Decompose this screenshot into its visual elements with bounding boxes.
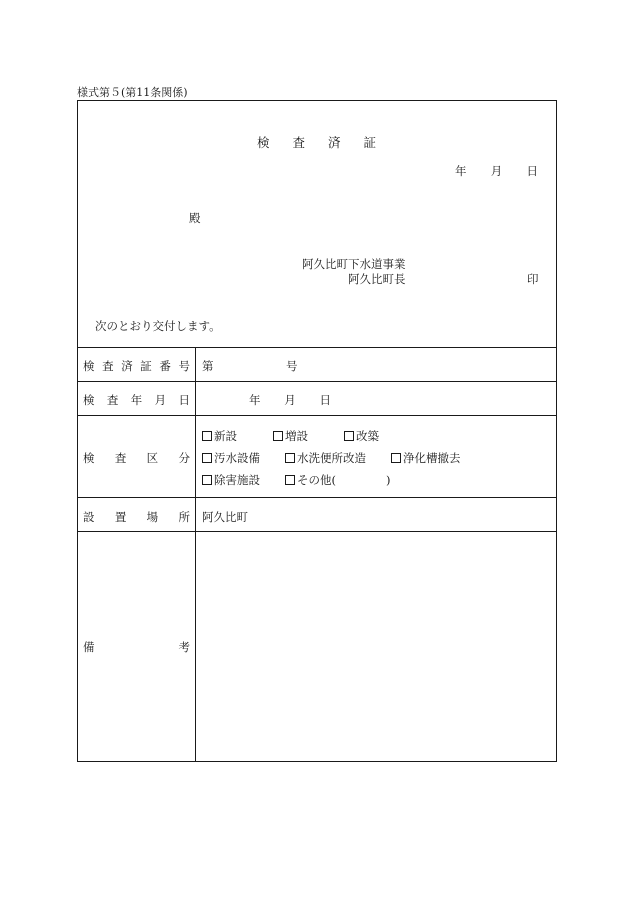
checkbox-pollutant-removal[interactable]: 除害施設 [202,472,260,488]
certificate-title [257,133,376,151]
checkbox-box[interactable] [273,431,283,441]
seal-mark: 印 [527,272,539,286]
table-column-divider [195,347,196,761]
label-inspection-category: 検 査 区 分 [83,451,190,465]
label-certificate-number: 検 査 済 証 番 号 [83,359,190,373]
label-inspection-date: 検 査 年 月 日 [83,393,190,407]
table-rule [77,415,557,416]
checkbox-box[interactable] [202,475,212,485]
checkbox-rebuild[interactable]: 改築 [344,428,379,444]
date-month: 月 [490,164,503,178]
inspection-date-value: 年 月 日 [249,393,331,407]
checkbox-box[interactable] [285,475,295,485]
certificate-number-suffix: 号 [286,359,298,373]
checkbox-box[interactable] [285,453,295,463]
title-char: 証 [363,135,376,150]
checkbox-box[interactable] [202,453,212,463]
checkbox-expansion[interactable]: 増設 [273,428,308,444]
checkbox-box[interactable] [344,431,354,441]
addressee-suffix: 殿 [189,211,201,225]
checkbox-septic-tank-removal[interactable]: 浄化槽撤去 [391,450,461,466]
issue-date [455,163,538,179]
checkbox-other[interactable]: その他( ) [285,472,391,488]
title-char: 検 [257,135,270,150]
certificate-number-prefix: 第 [202,359,214,373]
issuer-organization: 阿久比町下水道事業 [302,257,406,271]
checkbox-box[interactable] [202,431,212,441]
checkbox-box[interactable] [391,453,401,463]
table-rule [77,347,557,348]
title-char: 査 [292,135,305,150]
table-rule [77,381,557,382]
label-installation-place: 設 置 場 所 [83,510,190,524]
table-rule [77,497,557,498]
date-year: 年 [455,164,467,178]
table-rule [77,531,557,532]
certificate-frame [77,100,557,762]
checkbox-flush-toilet-conversion[interactable]: 水洗便所改造 [285,450,366,466]
checkbox-new[interactable]: 新設 [202,428,237,444]
installation-place-value: 阿久比町 [202,510,248,524]
issuer-name: 阿久比町長 [348,272,406,286]
checkbox-sewage-equipment[interactable]: 汚水設備 [202,450,260,466]
intro-text: 次のとおり交付します。 [95,319,221,333]
label-remarks: 備 考 [83,640,190,654]
date-day: 日 [526,164,538,178]
title-char: 済 [327,135,341,150]
form-label: 様式第５(第11条関係) [77,86,188,99]
